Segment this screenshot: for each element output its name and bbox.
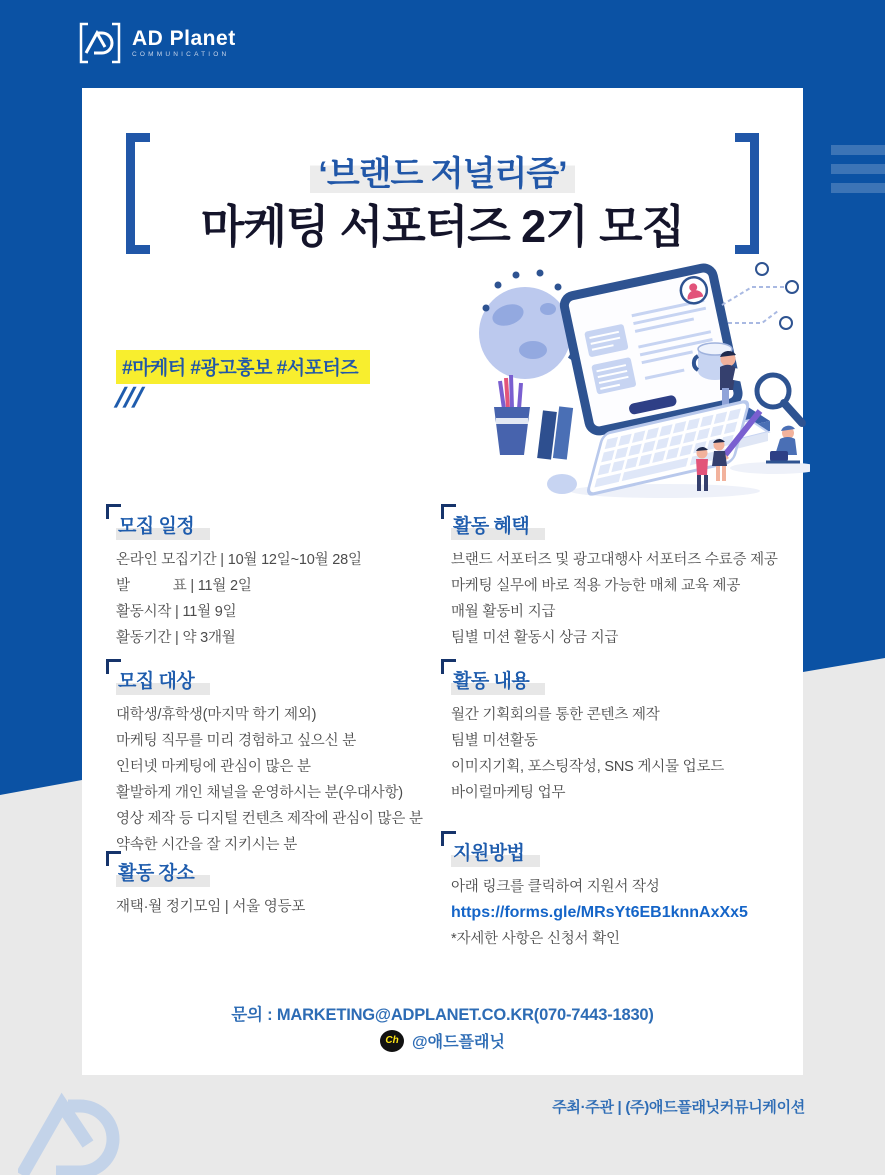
text-line: 영상 제작 등 디지털 컨텐츠 제작에 관심이 많은 분 xyxy=(116,811,423,827)
kakao-id: @애드플래닛 xyxy=(412,1034,505,1051)
logo-title: AD Planet xyxy=(132,26,236,50)
section-lines xyxy=(116,894,466,920)
poster-card xyxy=(82,88,803,1075)
slashes-decoration: /// xyxy=(113,382,145,413)
application-form-link[interactable]: https://forms.gle/MRsYt6EB1knnAxXx5 xyxy=(451,904,748,921)
text-line: 대학생/휴학생(마지막 학기 제외) xyxy=(116,707,317,723)
text-line: 재택·월 정기모임 | 서울 영등포 xyxy=(116,899,306,915)
section-apply xyxy=(451,838,801,952)
apply-intro: 아래 링크를 클릭하여 지원서 작성 xyxy=(451,879,660,895)
section-title: 활동 장소 xyxy=(116,858,210,887)
corner-bracket-icon xyxy=(441,659,456,674)
text-line: 마케팅 실무에 바로 적용 가능한 매체 교육 제공 xyxy=(451,578,741,594)
section-lines xyxy=(451,547,801,651)
section-title: 활동 내용 xyxy=(451,666,545,695)
text-line: 매월 활동비 지급 xyxy=(451,604,556,620)
section-title: 모집 대상 xyxy=(116,666,210,695)
corner-bracket-icon xyxy=(441,831,456,846)
corner-bracket-icon xyxy=(441,504,456,519)
text-line: 바이럴마케팅 업무 xyxy=(451,785,566,801)
corner-bracket-icon xyxy=(106,504,121,519)
mouse-icon xyxy=(547,474,577,494)
adplanet-logo xyxy=(78,21,236,65)
section-lines xyxy=(451,702,801,806)
text-line: 브랜드 서포터즈 및 광고대행사 서포터즈 수료증 제공 xyxy=(451,552,778,568)
text-line: 약속한 시간을 잘 지키시는 분 xyxy=(116,837,297,853)
section-title: 모집 일정 xyxy=(116,511,210,540)
text-line: 월간 기획회의를 통한 콘텐츠 제작 xyxy=(451,707,660,723)
laptop-person-icon xyxy=(766,426,800,462)
magnifier-icon xyxy=(757,375,802,423)
kakao-channel-icon: Ch xyxy=(380,1030,404,1052)
section-schedule xyxy=(116,511,466,651)
text-line: 팀별 미션활동 xyxy=(451,733,538,749)
poster-subtitle: ‘브랜드 저널리즘’ xyxy=(82,146,803,195)
section-target xyxy=(116,666,466,858)
poster-title: 마케팅 서포터즈 2기 모집 xyxy=(200,201,685,252)
section-place xyxy=(116,858,466,920)
apply-note: *자세한 사항은 신청서 확인 xyxy=(451,931,620,947)
text-line: 마케팅 직무를 미리 경험하고 싶으신 분 xyxy=(116,733,357,749)
section-benefits xyxy=(451,511,801,651)
ad-watermark-icon xyxy=(18,1092,140,1175)
corner-bracket-icon xyxy=(106,659,121,674)
books-standing-icon xyxy=(537,406,573,459)
text-line: 활동시작 | 11월 9일 xyxy=(116,604,237,620)
text-line: 온라인 모집기간 | 10월 12일~10월 28일 xyxy=(116,552,362,568)
text-line: 활발하게 개인 채널을 운영하시는 분(우대사항) xyxy=(116,785,403,801)
side-stripe-icon xyxy=(831,183,885,193)
organizer-footer: 주최·주관 | (주)애드플래닛커뮤니케이션 xyxy=(552,1099,805,1116)
side-stripe-icon xyxy=(831,145,885,155)
contact-inquiry: 문의 : MARKETING@ADPLANET.CO.KR(070-7443-1830) xyxy=(231,1006,654,1024)
right-blue-band xyxy=(803,88,885,672)
workspace-illustration xyxy=(470,253,810,503)
text-line: 인터넷 마케팅에 관심이 많은 분 xyxy=(116,759,311,775)
text-line: 발 표 | 11월 2일 xyxy=(116,578,252,594)
section-content xyxy=(451,666,801,806)
text-line: 팀별 미션 활동시 상금 지급 xyxy=(451,630,619,646)
section-title: 활동 혜택 xyxy=(451,511,545,540)
pencil-cup-icon xyxy=(494,375,530,455)
section-lines xyxy=(116,547,466,651)
kakao-channel xyxy=(82,1029,803,1052)
section-lines xyxy=(116,702,466,858)
corner-bracket-icon xyxy=(106,851,121,866)
side-stripe-icon xyxy=(831,164,885,174)
section-title: 지원방법 xyxy=(451,838,540,867)
adplanet-logo-icon xyxy=(78,21,122,65)
digits-decoration-icon xyxy=(722,263,798,329)
left-blue-band xyxy=(0,88,82,795)
logo-subtitle: COMMUNICATION xyxy=(132,50,230,58)
text-line: 이미지기획, 포스팅작성, SNS 게시물 업로드 xyxy=(451,759,725,775)
text-line: 활동기간 | 약 3개월 xyxy=(116,630,236,646)
hashtags: #마케터 #광고홍보 #서포터즈 xyxy=(116,350,370,384)
